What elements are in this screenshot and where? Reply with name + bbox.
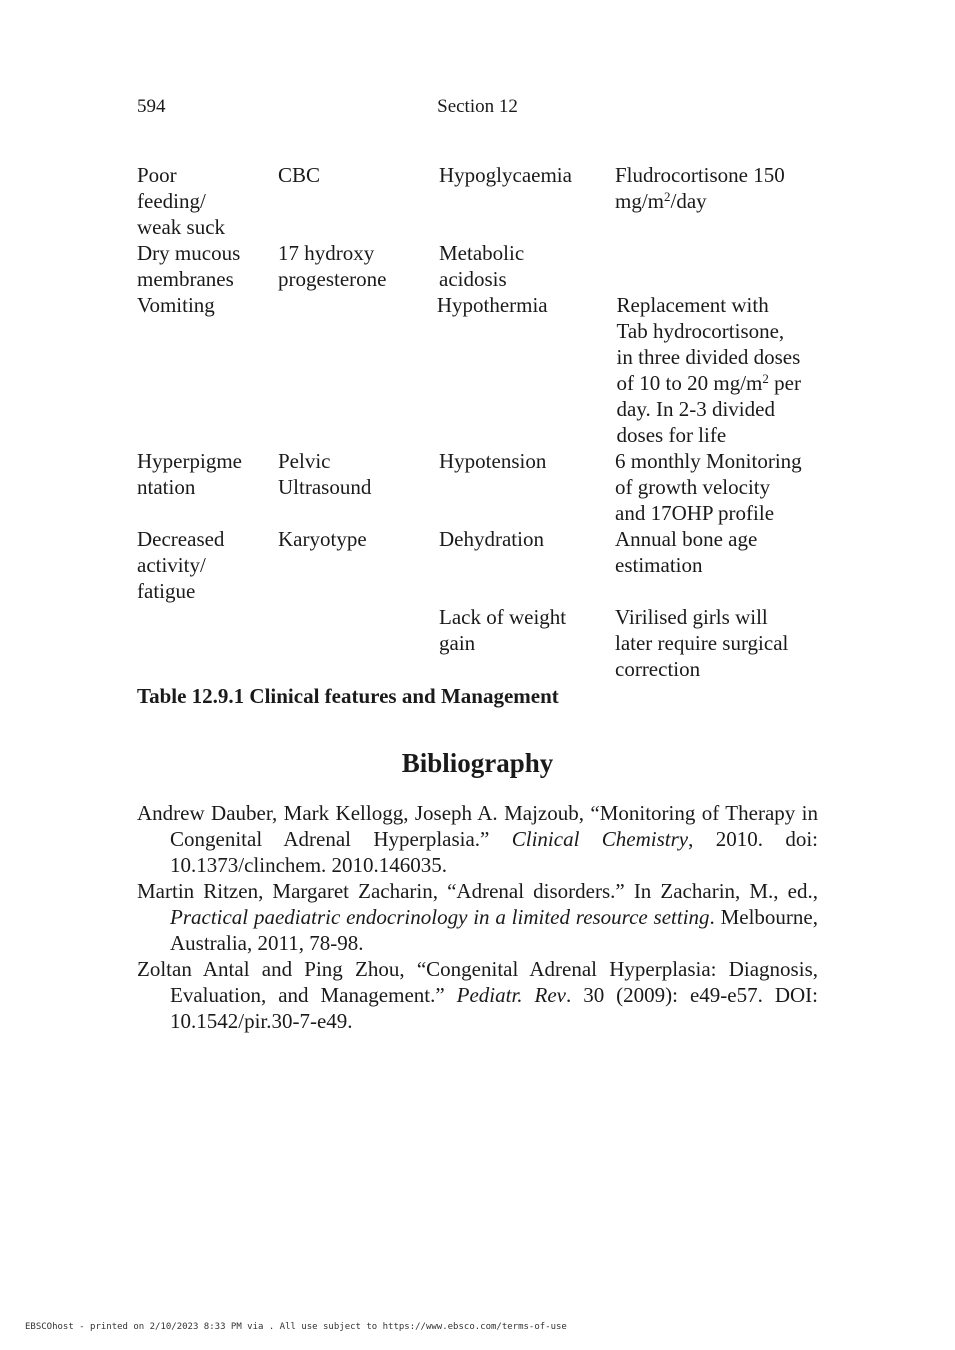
reference-text: Zoltan Antal and Ping Zhou, “Congenital Adrenal Hyperplasia: Diagnosis, Evaluation, and Management.”	[137, 957, 818, 1007]
superscript: 2	[664, 189, 671, 204]
table-cell: Dry mucous membranes	[137, 241, 241, 291]
reference-text: Martin Ritzen, Margaret Zacharin, “Adrenal disorders.” In Zacharin, M., ed.,	[137, 879, 818, 903]
running-head: Section 12	[437, 96, 518, 117]
print-footer: EBSCOhost - printed on 2/10/2023 8:33 PM via . All use subject to https://www.ebsco.com/terms-of-use	[25, 1322, 567, 1332]
reference-text: . 30 (2009): e49-e57. DOI: 10.1542/pir.30-7-e49.	[170, 983, 818, 1033]
table-cell: Vomiting	[137, 293, 215, 317]
table-cell: Hypoglycaemia	[439, 163, 572, 187]
reference-source: Clinical Chemistry	[511, 827, 689, 851]
table-cell: Annual bone age estimation	[615, 527, 758, 577]
table-cell: Virilised girls will later require surgical correction	[615, 605, 789, 681]
table-cell: Karyotype	[278, 527, 367, 551]
table-cell: Hypothermia	[436, 293, 548, 317]
table-cell: Dehydration	[439, 527, 544, 551]
table-cell: CBC	[278, 163, 321, 187]
table-cell	[612, 292, 827, 448]
clinical-features-table	[137, 162, 827, 709]
reference-item	[137, 956, 818, 1034]
reference-text: , 2010. doi: 10.1373/clinchem. 2010.146035.	[170, 827, 818, 877]
table-cell	[137, 604, 278, 682]
table-caption: Table 12.9.1 Clinical features and Management	[137, 684, 559, 708]
table-cell	[278, 604, 439, 682]
superscript: 2	[762, 371, 769, 386]
table-row	[137, 604, 827, 682]
reference-source: Pediatr. Rev	[456, 983, 566, 1007]
table-row	[137, 526, 827, 604]
cell-text: per day. In 2-3 divided doses for life	[616, 371, 801, 447]
table-row	[137, 448, 827, 526]
table-cell: 17 hydroxy progesterone	[278, 241, 387, 291]
table-row	[137, 292, 827, 448]
bibliography-heading: Bibliography	[401, 748, 554, 778]
cell-text: /day	[670, 189, 707, 213]
reference-item	[137, 878, 818, 956]
reference-text: Andrew Dauber, Mark Kellogg, Joseph A. Majzoub, “Monitoring of Therapy in Congenital Adrenal Hyperplasia.”	[137, 801, 818, 851]
cell-text: Replacement with Tab hydrocortisone, in three divided doses of 10 to 20 mg/m	[616, 293, 801, 395]
table-cell	[277, 292, 437, 448]
cell-text: Fludrocortisone 150 mg/m	[615, 163, 785, 213]
table-cell: Lack of weight gain	[439, 605, 567, 655]
table-cell: Poor feeding/ weak suck	[137, 163, 226, 239]
page-number: 594	[137, 96, 166, 117]
bibliography-list	[137, 800, 818, 1034]
table-cell: Hypotension	[439, 449, 547, 473]
table-cell: Pelvic Ultrasound	[278, 449, 372, 499]
reference-item	[137, 800, 818, 878]
table-cell: Metabolic acidosis	[439, 241, 525, 291]
table-row	[137, 240, 827, 292]
table-cell: Hyperpigme ntation	[137, 449, 242, 499]
reference-source: Practical paediatric endocrinology in a limited resource setting	[170, 905, 710, 929]
table-row	[137, 162, 827, 240]
reference-text: . Melbourne, Australia, 2011, 78-98.	[170, 905, 818, 955]
table-cell: Decreased activity/ fatigue	[137, 527, 225, 603]
table-cell: 6 monthly Monitoring of growth velocity and 17OHP profile	[615, 449, 802, 525]
table-cell	[615, 162, 827, 240]
table-cell	[615, 240, 827, 292]
